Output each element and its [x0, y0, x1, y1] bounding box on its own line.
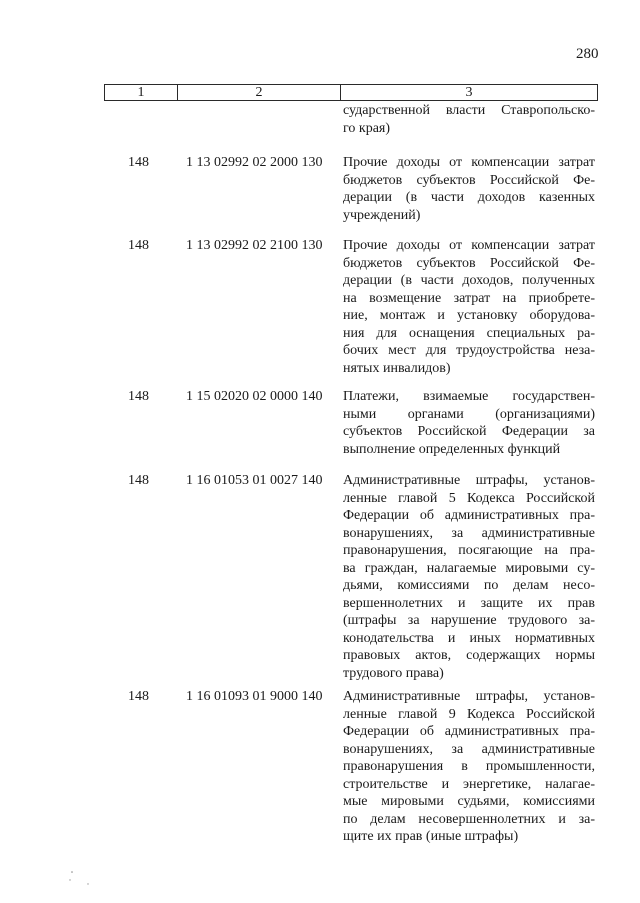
description-line: дерации (в части доходов, полученных	[343, 273, 595, 288]
description-line: дерации (в части доходов казенных	[343, 190, 595, 205]
description-line: ными органами (организациями)	[343, 406, 595, 422]
description-line: правонарушения в промышленности,	[343, 759, 595, 774]
description-line: Федерации об административных пра-	[343, 724, 595, 739]
description-line: ва граждан, налагаемые мировыми су-	[343, 560, 595, 576]
row-kbk-code: 1 13 02992 02 2100 130	[186, 238, 323, 253]
description-line: бюджетов субъектов Российской Фе-	[343, 172, 595, 188]
description-line: Прочие доходы от компенсации затрат	[343, 238, 595, 253]
description-line: щите их прав (иные штрафы)	[343, 829, 519, 844]
description-line: трудового права)	[343, 665, 444, 681]
page-number: 280	[576, 46, 599, 62]
description-line: правовых актов, содержащих нормы	[343, 648, 595, 663]
description-line: ние, монтаж и установку оборудова-	[343, 308, 595, 323]
description-line: конодательства и иных нормативных	[343, 630, 595, 646]
description-line: мые мировыми судьями, комиссиями	[343, 794, 595, 809]
row-admin-code: 148	[128, 473, 149, 488]
header-col-2: 2	[178, 85, 341, 101]
header-col-1: 1	[105, 85, 178, 101]
description-line: Административные штрафы, установ-	[343, 473, 595, 488]
row-description	[343, 237, 595, 377]
row-kbk-code: 1 15 02020 02 0000 140	[186, 389, 323, 404]
description-line: бочих мест для трудоустройства неза-	[343, 343, 595, 358]
description-line: Прочие доходы от компенсации затрат	[343, 155, 595, 170]
row-description	[343, 388, 595, 458]
header-col-3: 3	[341, 85, 598, 101]
description-line: выполнение определенных функций	[343, 441, 561, 457]
description-line: бюджетов субъектов Российской Фе-	[343, 255, 595, 271]
description-line: сударственной власти Ставропольско-	[343, 103, 595, 118]
row-admin-code: 148	[128, 389, 149, 404]
row-kbk-code: 1 16 01093 01 9000 140	[186, 689, 323, 704]
row-admin-code: 148	[128, 155, 149, 170]
row-kbk-code: 1 16 01053 01 0027 140	[186, 473, 323, 488]
row-admin-code: 148	[128, 689, 149, 704]
row-description	[343, 154, 595, 224]
row-description	[343, 688, 595, 846]
description-line: субъектов Российской Федерации за	[343, 424, 595, 439]
description-line: вонарушениях, за административные	[343, 741, 595, 757]
description-line: нятых инвалидов)	[343, 360, 451, 376]
description-line: го края)	[343, 120, 391, 136]
description-line: (штрафы за нарушение трудового за-	[343, 613, 595, 628]
row-admin-code: 148	[128, 238, 149, 253]
description-line: учреждений)	[343, 207, 421, 223]
description-line: правонарушения, посягающие на пра-	[343, 543, 595, 558]
description-line: вершеннолетних и защите их прав	[343, 595, 595, 611]
description-line: ния для оснащения специальных ра-	[343, 325, 595, 341]
description-line: Платежи, взимаемые государствен-	[343, 389, 595, 404]
row-kbk-code: 1 13 02992 02 2000 130	[186, 155, 323, 170]
description-line: строительстве и энергетике, налагае-	[343, 776, 595, 792]
table-header	[104, 84, 598, 101]
description-line: Федерации об административных пра-	[343, 508, 595, 523]
scan-speck-marks	[66, 868, 96, 888]
description-line: по делам несовершеннолетних и за-	[343, 811, 595, 827]
description-line: ленные главой 5 Кодекса Российской	[343, 490, 595, 506]
row-description	[343, 472, 595, 682]
description-line: Административные штрафы, установ-	[343, 689, 595, 704]
row-description	[343, 102, 595, 137]
description-line: на возмещение затрат на приобрете-	[343, 290, 595, 306]
description-line: дьями, комиссиями по делам несо-	[343, 578, 595, 593]
description-line: ленные главой 9 Кодекса Российской	[343, 706, 595, 722]
description-line: вонарушениях, за административные	[343, 525, 595, 541]
